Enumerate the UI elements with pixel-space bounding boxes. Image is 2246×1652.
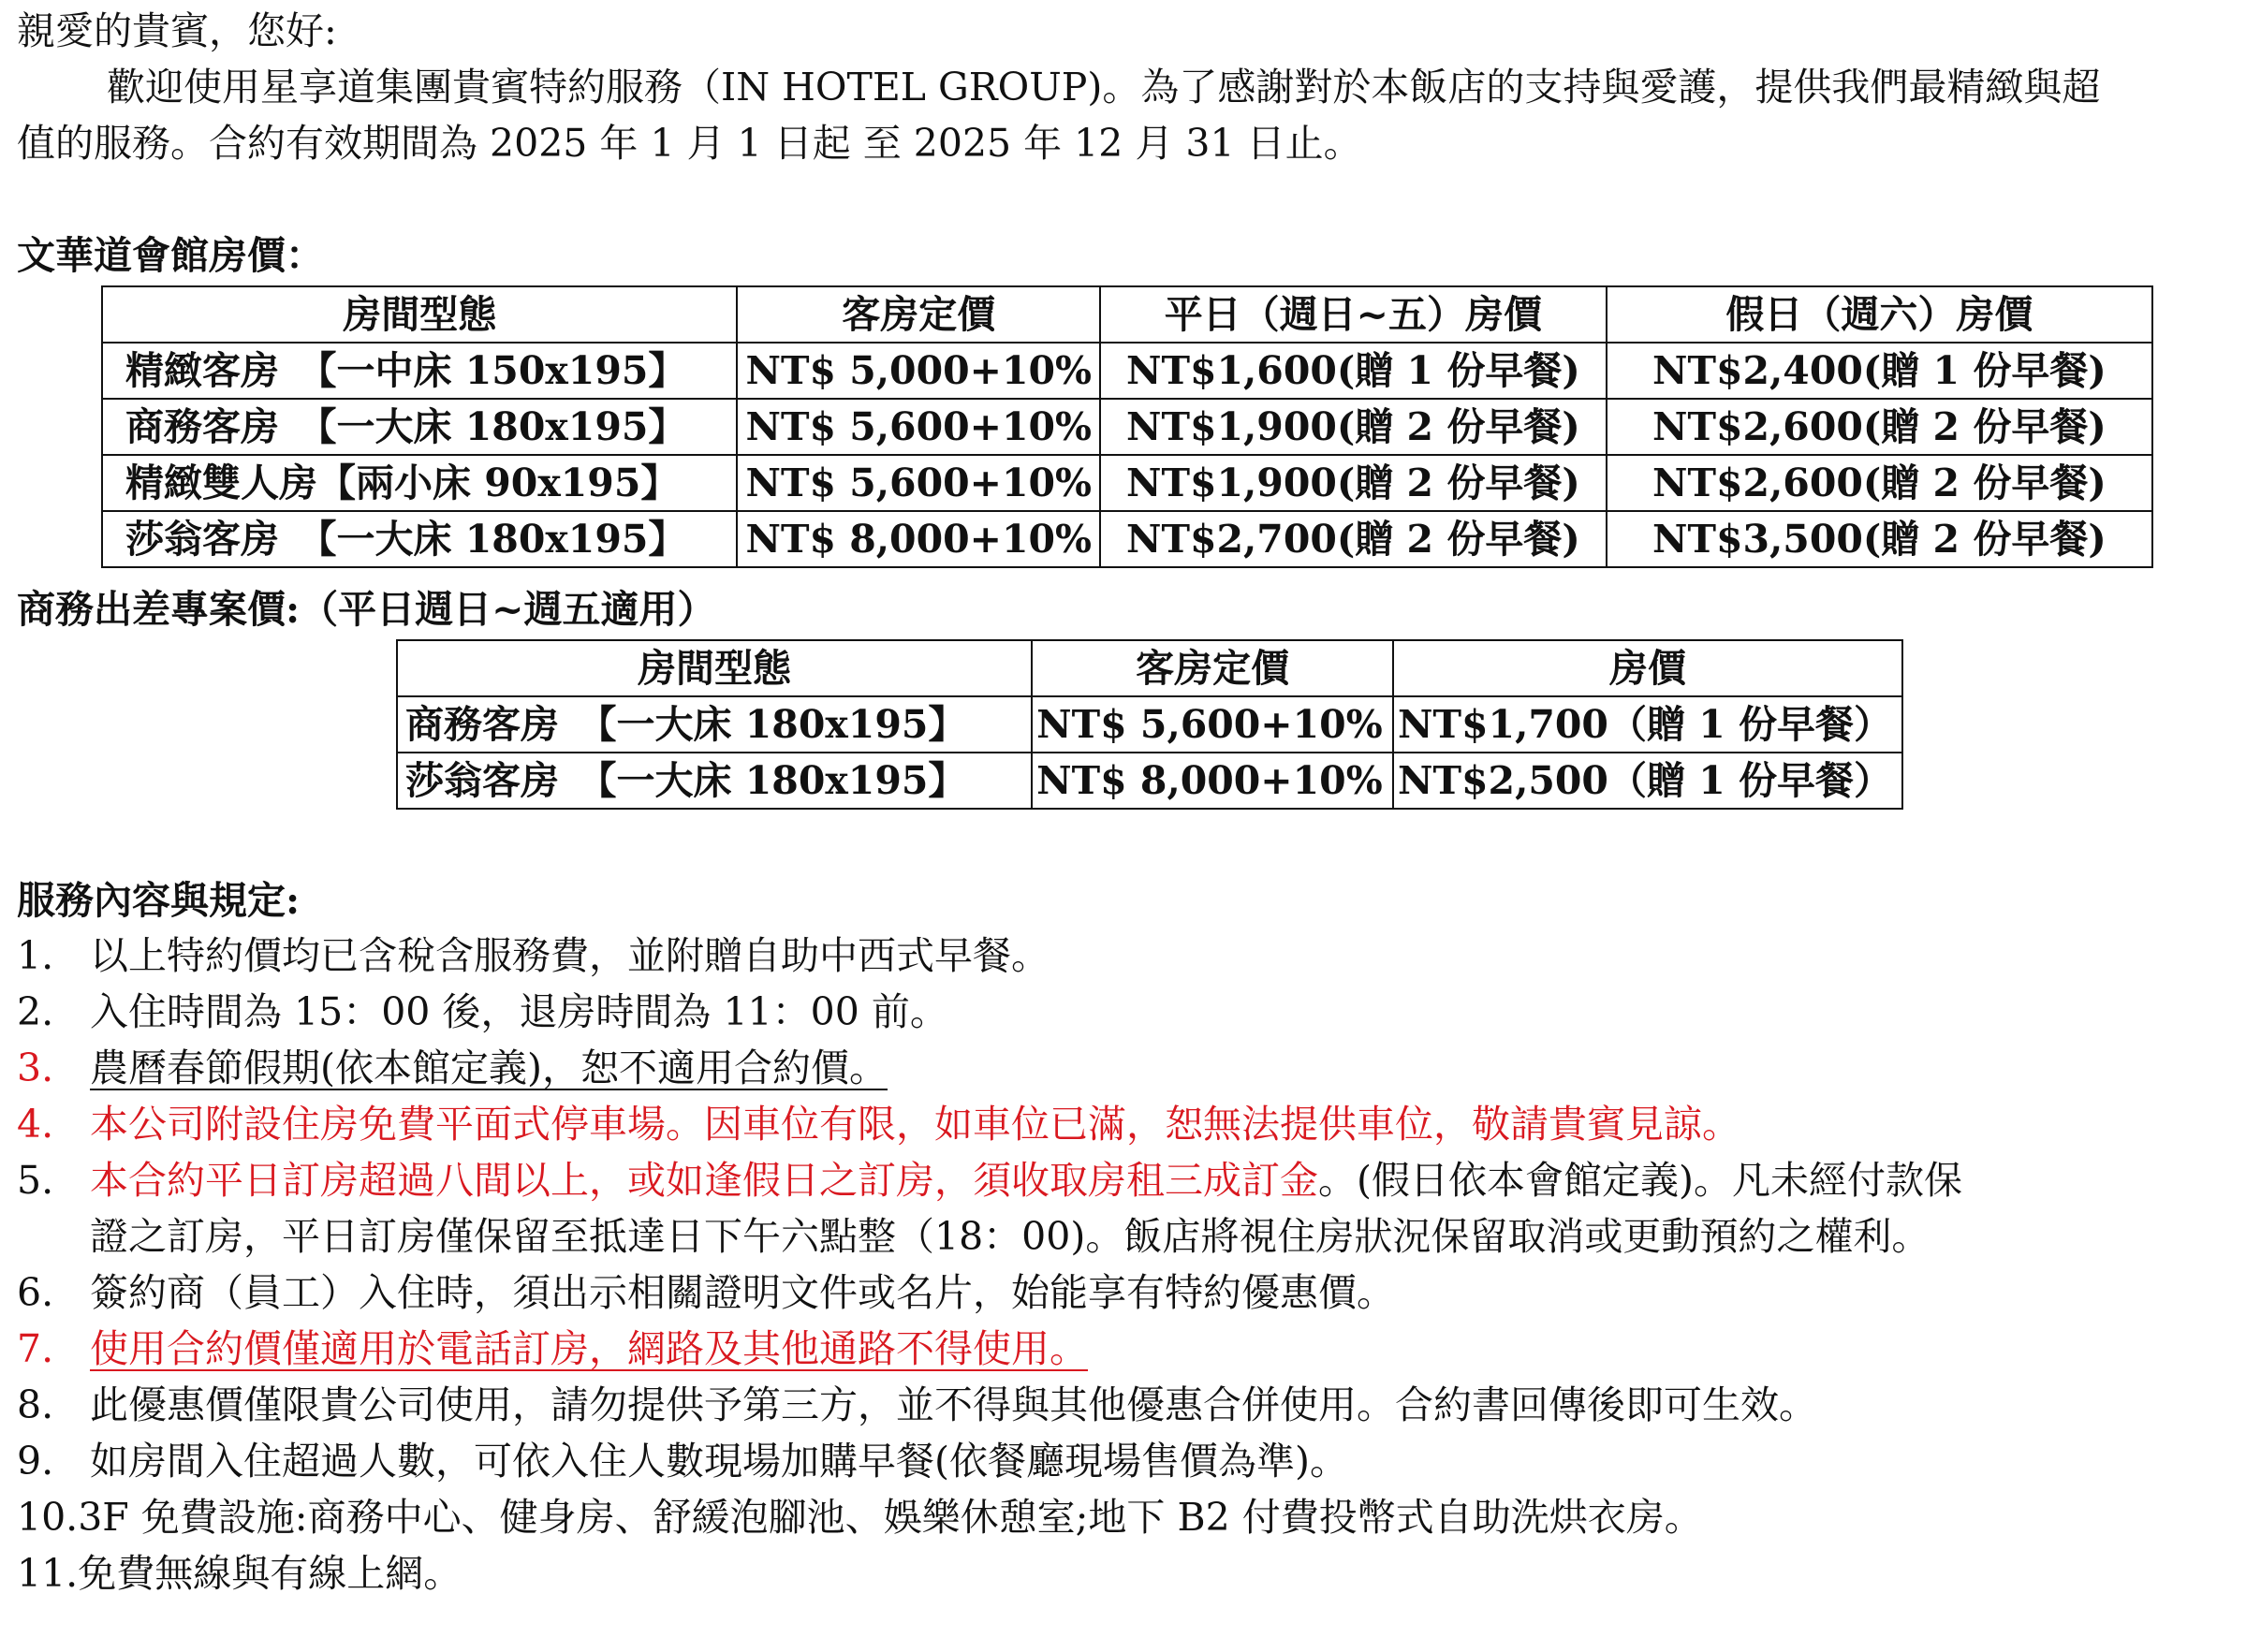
table-row xyxy=(102,343,2152,399)
rule-text: 本公司附設住房免費平面式停車場。因車位有限，如車位已滿，恕無法提供車位，敬請貴賓見諒。 xyxy=(90,1102,1740,1147)
rule-number: 8. xyxy=(17,1382,54,1427)
table-header-row xyxy=(397,640,1902,696)
rule-item-5 xyxy=(17,1157,1962,1204)
list-price-cell: NT$ 8,000+10% xyxy=(1032,753,1393,809)
holiday-price-cell: NT$2,600(贈 2 份早餐) xyxy=(1607,455,2152,511)
rule-text: 。(假日依本會館定義)。凡未經付款保 xyxy=(1318,1158,1962,1203)
rule-text: 3F 免費設施:商務中心、健身房、舒緩泡腳池、娛樂休憩室;地下 B2 付費投幣式自助洗烘衣房。 xyxy=(78,1495,1703,1540)
rule-number: 3. xyxy=(17,1045,54,1090)
rule-item-3 xyxy=(17,1045,888,1091)
rule-number: 9. xyxy=(17,1439,54,1484)
rule-number: 6. xyxy=(17,1270,54,1315)
section-title-room-rates: 文華道會館房價： xyxy=(17,233,324,278)
list-price-cell: NT$ 5,600+10% xyxy=(737,399,1100,455)
room-type-cell: 商務客房 【一大床 180x195】 xyxy=(397,696,1032,753)
room-type-cell: 莎翁客房 【一大床 180x195】 xyxy=(397,753,1032,809)
holiday-price-cell: NT$2,400(贈 1 份早餐) xyxy=(1607,343,2152,399)
weekday-price-cell: NT$2,700(贈 2 份早餐) xyxy=(1100,511,1607,567)
table-row xyxy=(397,696,1902,753)
intro-line-2: 值的服務。合約有效期間為 2025 年 1 月 1 日起 至 2025 年 12 月 31 日止。 xyxy=(17,121,1362,166)
rule-item-10 xyxy=(17,1494,1703,1541)
rule-text: 使用合約價僅適用於電話訂房，網路及其他通路不得使用。 xyxy=(90,1326,1088,1371)
rule-number: 4. xyxy=(17,1102,54,1147)
rule-text: 如房間入住超過人數，可依入住人數現場加購早餐(依餐廳現場售價為準)。 xyxy=(90,1439,1348,1484)
weekday-price-cell: NT$1,900(贈 2 份早餐) xyxy=(1100,455,1607,511)
rule-item-4 xyxy=(17,1101,1740,1148)
rule-text: 入住時間為 15：00 後，退房時間為 11：00 前。 xyxy=(90,989,948,1034)
list-price-cell: NT$ 5,600+10% xyxy=(737,455,1100,511)
room-type-cell: 商務客房 【一大床 180x195】 xyxy=(102,399,737,455)
holiday-price-cell: NT$3,500(贈 2 份早餐) xyxy=(1607,511,2152,567)
rule-item-2 xyxy=(17,988,948,1035)
rule-item-11 xyxy=(17,1550,462,1597)
rule-item-1 xyxy=(17,932,1050,979)
rule-item-6 xyxy=(17,1269,1395,1316)
intro-line-1: 歡迎使用星享道集團貴賓特約服務（IN HOTEL GROUP)。為了感謝對於本飯店的支持與愛護，提供我們最精緻與超 xyxy=(107,65,2101,110)
rule-text: 農曆春節假期(依本館定義)，恕不適用合約價。 xyxy=(90,1045,888,1090)
table-row xyxy=(397,753,1902,809)
rule-number: 7. xyxy=(17,1326,54,1371)
room-type-cell: 莎翁客房 【一大床 180x195】 xyxy=(102,511,737,567)
rule-number: 11. xyxy=(17,1551,79,1596)
section-title-business-rates: 商務出差專案價:（平日週日~週五適用） xyxy=(17,587,716,632)
list-price-cell: NT$ 5,600+10% xyxy=(1032,696,1393,753)
rule-item-7 xyxy=(17,1325,1088,1372)
rule-item-9 xyxy=(17,1438,1348,1484)
rules-title: 服務內容與規定: xyxy=(17,878,301,923)
rule-text: 此優惠價僅限貴公司使用，請勿提供予第三方，並不得與其他優惠合併使用。合約書回傳後即可生效。 xyxy=(90,1382,1817,1427)
room-type-cell: 精緻客房 【一中床 150x195】 xyxy=(102,343,737,399)
table-row xyxy=(102,399,2152,455)
rule-item-8 xyxy=(17,1382,1817,1428)
table-header: 假日（週六）房價 xyxy=(1607,286,2152,343)
list-price-cell: NT$ 8,000+10% xyxy=(737,511,1100,567)
weekday-price-cell: NT$1,600(贈 1 份早餐) xyxy=(1100,343,1607,399)
table-row xyxy=(102,511,2152,567)
table-header-row xyxy=(102,286,2152,343)
business-rate-table xyxy=(396,639,1903,810)
rule-text: 以上特約價均已含稅含服務費，並附贈自助中西式早餐。 xyxy=(90,933,1050,978)
holiday-price-cell: NT$2,600(贈 2 份早餐) xyxy=(1607,399,2152,455)
greeting: 親愛的貴賓，您好: xyxy=(17,8,337,53)
table-header: 客房定價 xyxy=(1032,640,1393,696)
list-price-cell: NT$ 5,000+10% xyxy=(737,343,1100,399)
table-header: 房間型態 xyxy=(102,286,737,343)
rate-cell: NT$1,700（贈 1 份早餐） xyxy=(1393,696,1902,753)
table-header: 客房定價 xyxy=(737,286,1100,343)
table-row xyxy=(102,455,2152,511)
rule-item-5-continued: 證之訂房，平日訂房僅保留至抵達日下午六點整（18：00)。飯店將視住房狀況保留取消或更動預約之權利。 xyxy=(90,1214,1930,1259)
table-header: 房間型態 xyxy=(397,640,1032,696)
table-header: 房價 xyxy=(1393,640,1902,696)
weekday-price-cell: NT$1,900(贈 2 份早餐) xyxy=(1100,399,1607,455)
room-rate-table xyxy=(101,285,2153,568)
rule-text-highlight: 本合約平日訂房超過八間以上，或如逢假日之訂房，須收取房租三成訂金 xyxy=(90,1158,1318,1203)
room-type-cell: 精緻雙人房【兩小床 90x195】 xyxy=(102,455,737,511)
rate-cell: NT$2,500（贈 1 份早餐） xyxy=(1393,753,1902,809)
rule-number: 10. xyxy=(17,1495,79,1540)
rule-number: 1. xyxy=(17,933,54,978)
rule-text: 免費無線與有線上網。 xyxy=(78,1551,462,1596)
rule-number: 5. xyxy=(17,1158,54,1203)
rule-number: 2. xyxy=(17,989,54,1034)
table-header: 平日（週日~五）房價 xyxy=(1100,286,1607,343)
rule-text: 簽約商（員工）入住時，須出示相關證明文件或名片，始能享有特約優惠價。 xyxy=(90,1270,1395,1315)
